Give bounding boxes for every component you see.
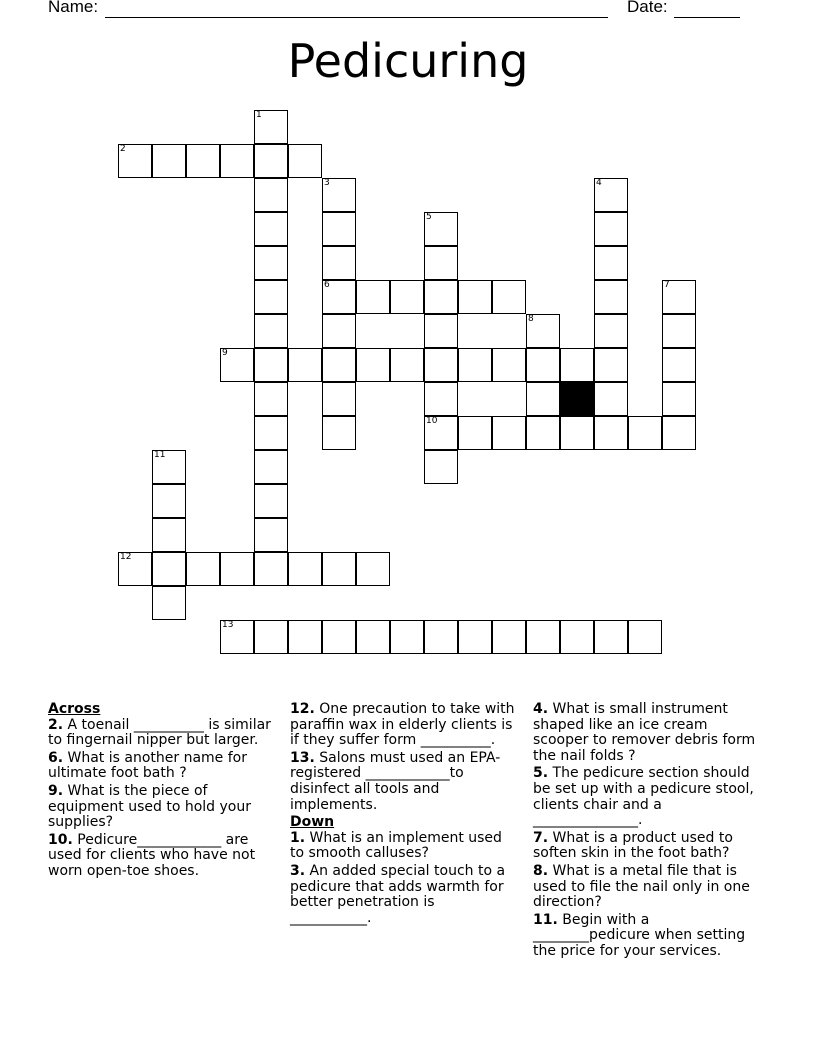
clue-number: 5. bbox=[533, 765, 549, 782]
grid-cell[interactable] bbox=[594, 416, 628, 450]
grid-cell[interactable] bbox=[288, 620, 322, 654]
clue-across-9 bbox=[48, 784, 273, 831]
clue-down-4 bbox=[533, 702, 765, 764]
grid-cell[interactable] bbox=[220, 144, 254, 178]
grid-cell[interactable] bbox=[424, 314, 458, 348]
grid-cell[interactable] bbox=[254, 416, 288, 450]
grid-cell[interactable] bbox=[254, 212, 288, 246]
clue-down-5 bbox=[533, 766, 765, 828]
clue-text: What is the piece of equipment used to hold your supplies? bbox=[48, 782, 251, 831]
clue-text: Pedicure____________ are used for clients who have not worn open-toe shoes. bbox=[48, 831, 256, 879]
across-heading: Across bbox=[48, 701, 101, 717]
grid-cell[interactable] bbox=[526, 382, 560, 416]
clue-number-label: 8 bbox=[528, 314, 534, 324]
grid-cell[interactable] bbox=[526, 620, 560, 654]
grid-cell[interactable] bbox=[424, 450, 458, 484]
clue-number-label: 10 bbox=[426, 416, 438, 426]
grid-cell[interactable] bbox=[594, 314, 628, 348]
clue-down-8 bbox=[533, 864, 765, 911]
grid-cell[interactable] bbox=[254, 110, 288, 144]
grid-cell[interactable] bbox=[254, 144, 288, 178]
grid-cell[interactable] bbox=[526, 348, 560, 382]
grid-cell[interactable] bbox=[424, 348, 458, 382]
clue-text: What is a product used to soften skin in the foot bath? bbox=[533, 829, 733, 862]
clue-text: What is small instrument shaped like an ice cream scooper to remover debris form the nail folds ? bbox=[533, 701, 756, 764]
grid-cell[interactable] bbox=[628, 416, 662, 450]
clue-number-label: 2 bbox=[120, 144, 126, 154]
grid-cell[interactable] bbox=[254, 450, 288, 484]
grid-cell[interactable] bbox=[390, 620, 424, 654]
clue-number: 12. bbox=[290, 701, 315, 717]
grid-cell[interactable] bbox=[492, 416, 526, 450]
clue-across-10 bbox=[48, 833, 273, 880]
grid-cell[interactable] bbox=[560, 416, 594, 450]
grid-cell[interactable] bbox=[492, 620, 526, 654]
grid-cell[interactable] bbox=[458, 620, 492, 654]
clue-across-12 bbox=[290, 702, 515, 749]
grid-cell[interactable] bbox=[322, 552, 356, 586]
clue-down-7 bbox=[533, 831, 765, 862]
grid-cell[interactable] bbox=[628, 620, 662, 654]
grid-cell[interactable] bbox=[356, 620, 390, 654]
grid-cell[interactable] bbox=[322, 620, 356, 654]
clue-across-13 bbox=[290, 751, 515, 813]
grid-cell[interactable] bbox=[322, 314, 356, 348]
clue-number-label: 1 bbox=[256, 110, 262, 120]
grid-cell[interactable] bbox=[458, 348, 492, 382]
grid-cell[interactable] bbox=[220, 620, 254, 654]
grid-cell[interactable] bbox=[254, 348, 288, 382]
grid-cell[interactable] bbox=[152, 586, 186, 620]
clue-number-label: 11 bbox=[154, 450, 166, 460]
clue-number: 1. bbox=[290, 829, 306, 846]
grid-cell[interactable] bbox=[424, 382, 458, 416]
clue-number: 8. bbox=[533, 862, 549, 879]
grid-cell[interactable] bbox=[322, 382, 356, 416]
clue-column-3 bbox=[533, 702, 765, 962]
grid-cell[interactable] bbox=[254, 484, 288, 518]
grid-cell[interactable] bbox=[152, 552, 186, 586]
grid-cell[interactable] bbox=[322, 246, 356, 280]
grid-cell[interactable] bbox=[594, 178, 628, 212]
clue-down-3 bbox=[290, 864, 515, 926]
clue-number-label: 6 bbox=[324, 280, 330, 290]
grid-cell[interactable] bbox=[594, 280, 628, 314]
grid-cell[interactable] bbox=[152, 144, 186, 178]
grid-cell[interactable] bbox=[662, 382, 696, 416]
clue-text: One precaution to take with paraffin wax in elderly clients is if they suffer form __________. bbox=[290, 701, 515, 749]
grid-cell[interactable] bbox=[458, 280, 492, 314]
grid-cell[interactable] bbox=[390, 280, 424, 314]
grid-cell[interactable] bbox=[254, 382, 288, 416]
grid-cell[interactable] bbox=[186, 552, 220, 586]
clue-column-2 bbox=[290, 702, 515, 928]
grid-cell[interactable] bbox=[662, 348, 696, 382]
grid-cell[interactable] bbox=[356, 280, 390, 314]
clue-number: 10. bbox=[48, 831, 73, 848]
grid-cell[interactable] bbox=[594, 382, 628, 416]
clue-text: The pedicure section should be set up with a pedicure stool, clients chair and a _______________. bbox=[533, 765, 754, 829]
grid-cell[interactable] bbox=[356, 348, 390, 382]
grid-cell[interactable] bbox=[254, 518, 288, 552]
grid-cell[interactable] bbox=[254, 552, 288, 586]
clue-number-label: 5 bbox=[426, 212, 432, 222]
grid-cell[interactable] bbox=[322, 280, 356, 314]
clue-number: 6. bbox=[48, 749, 64, 766]
grid-cell[interactable] bbox=[594, 212, 628, 246]
grid-cell[interactable] bbox=[186, 144, 220, 178]
clue-across-6 bbox=[48, 751, 273, 782]
grid-cell[interactable] bbox=[526, 416, 560, 450]
clue-across-2 bbox=[48, 718, 273, 749]
grid-cell[interactable] bbox=[526, 314, 560, 348]
date-label: Date: bbox=[627, 0, 668, 16]
grid-cell[interactable] bbox=[594, 246, 628, 280]
clue-column-1 bbox=[48, 702, 273, 882]
grid-cell[interactable] bbox=[322, 416, 356, 450]
clue-text: A toenail __________ is similar to fingernail nipper but larger. bbox=[48, 716, 271, 749]
grid-cell[interactable] bbox=[254, 178, 288, 212]
clue-number: 4. bbox=[533, 701, 549, 717]
grid-cell[interactable] bbox=[288, 144, 322, 178]
clue-number-label: 9 bbox=[222, 348, 228, 358]
clue-number: 3. bbox=[290, 862, 306, 879]
grid-cell[interactable] bbox=[254, 620, 288, 654]
grid-cell[interactable] bbox=[152, 484, 186, 518]
clue-text: Salons must used an EPA-registered ____________to disinfect all tools and implements. bbox=[290, 749, 501, 813]
clue-number-label: 3 bbox=[324, 178, 330, 188]
clue-down-11 bbox=[533, 913, 765, 960]
grid-cell[interactable] bbox=[220, 348, 254, 382]
grid-cell[interactable] bbox=[390, 348, 424, 382]
clue-number-label: 7 bbox=[664, 280, 670, 290]
grid-cell[interactable] bbox=[424, 246, 458, 280]
grid-block bbox=[560, 382, 594, 416]
grid-cell[interactable] bbox=[288, 552, 322, 586]
grid-cell[interactable] bbox=[254, 280, 288, 314]
grid-cell[interactable] bbox=[424, 416, 458, 450]
clue-number: 2. bbox=[48, 716, 64, 733]
grid-cell[interactable] bbox=[322, 348, 356, 382]
clue-text: What is another name for ultimate foot bath ? bbox=[48, 749, 247, 782]
clue-number: 9. bbox=[48, 782, 64, 799]
grid-cell[interactable] bbox=[220, 552, 254, 586]
grid-cell[interactable] bbox=[254, 246, 288, 280]
clue-number-label: 4 bbox=[596, 178, 602, 188]
grid-cell[interactable] bbox=[356, 552, 390, 586]
clue-down-1 bbox=[290, 831, 515, 862]
grid-cell[interactable] bbox=[118, 552, 152, 586]
grid-cell[interactable] bbox=[254, 314, 288, 348]
grid-cell[interactable] bbox=[662, 314, 696, 348]
grid-cell[interactable] bbox=[458, 416, 492, 450]
grid-cell[interactable] bbox=[560, 348, 594, 382]
grid-cell[interactable] bbox=[152, 518, 186, 552]
grid-cell[interactable] bbox=[492, 280, 526, 314]
clue-text: An added special touch to a pedicure that adds warmth for better penetration is ___________. bbox=[290, 862, 506, 926]
puzzle-title: Pedicuring bbox=[287, 34, 529, 88]
grid-cell[interactable] bbox=[492, 348, 526, 382]
down-heading: Down bbox=[290, 814, 335, 831]
clue-number: 11. bbox=[533, 911, 558, 928]
grid-cell[interactable] bbox=[594, 348, 628, 382]
grid-cell[interactable] bbox=[560, 620, 594, 654]
grid-cell[interactable] bbox=[322, 178, 356, 212]
grid-cell[interactable] bbox=[424, 212, 458, 246]
name-label: Name: bbox=[48, 0, 99, 16]
grid-cell[interactable] bbox=[662, 280, 696, 314]
grid-cell[interactable] bbox=[424, 620, 458, 654]
grid-cell[interactable] bbox=[152, 450, 186, 484]
clue-number-label: 13 bbox=[222, 620, 234, 630]
grid-cell[interactable] bbox=[118, 144, 152, 178]
grid-cell[interactable] bbox=[288, 348, 322, 382]
clue-number: 7. bbox=[533, 829, 549, 846]
clue-text: Begin with a ________pedicure when setting the price for your services. bbox=[533, 911, 746, 959]
clue-text: What is an implement used to smooth calluses? bbox=[290, 829, 502, 862]
grid-cell[interactable] bbox=[322, 212, 356, 246]
grid-cell[interactable] bbox=[662, 416, 696, 450]
clue-number: 13. bbox=[290, 749, 315, 766]
clue-text: What is a metal file that is used to file the nail only in one direction? bbox=[533, 862, 750, 911]
clue-number-label: 12 bbox=[120, 552, 132, 562]
grid-cell[interactable] bbox=[594, 620, 628, 654]
grid-cell[interactable] bbox=[424, 280, 458, 314]
